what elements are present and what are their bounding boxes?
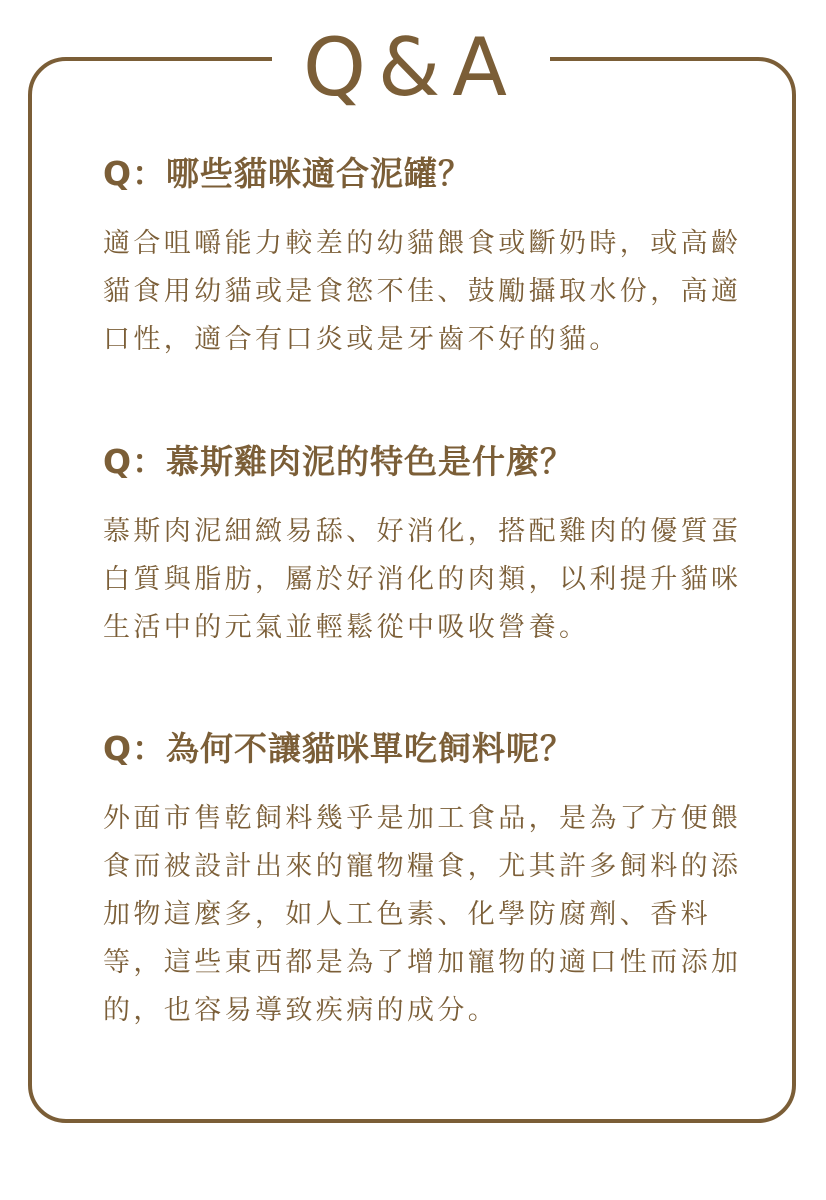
answer-text: 慕斯肉泥細緻易舔、好消化，搭配雞肉的優質蛋白質與脂肪，屬於好消化的肉類，以利提升貓咪生活中的元氣並輕鬆從中吸收營養。 [103, 516, 742, 643]
qa-item [103, 723, 753, 1035]
question-heading: Q：哪些貓咪適合泥罐？ [103, 154, 473, 193]
question-heading: Q：為何不讓貓咪單吃飼料呢？ [103, 729, 575, 768]
question-heading: Q：慕斯雞肉泥的特色是什麼？ [103, 442, 575, 481]
qa-item [103, 436, 753, 652]
answer-text: 適合咀嚼能力較差的幼貓餵食或斷奶時，或高齡貓食用幼貓或是食慾不佳、鼓勵攝取水份，高適口性，適合有口炎或是牙齒不好的貓。 [103, 228, 742, 355]
page-title: Q&A [302, 21, 520, 114]
answer-text: 外面市售乾飼料幾乎是加工食品，是為了方便餵食而被設計出來的寵物糧食，尤其許多飼料的添加物這麼多，如人工色素、化學防腐劑、香料等，這些東西都是為了增加寵物的適口性而添加的，也容易導致疾病的成分。 [103, 803, 742, 1026]
qa-item [103, 148, 753, 364]
